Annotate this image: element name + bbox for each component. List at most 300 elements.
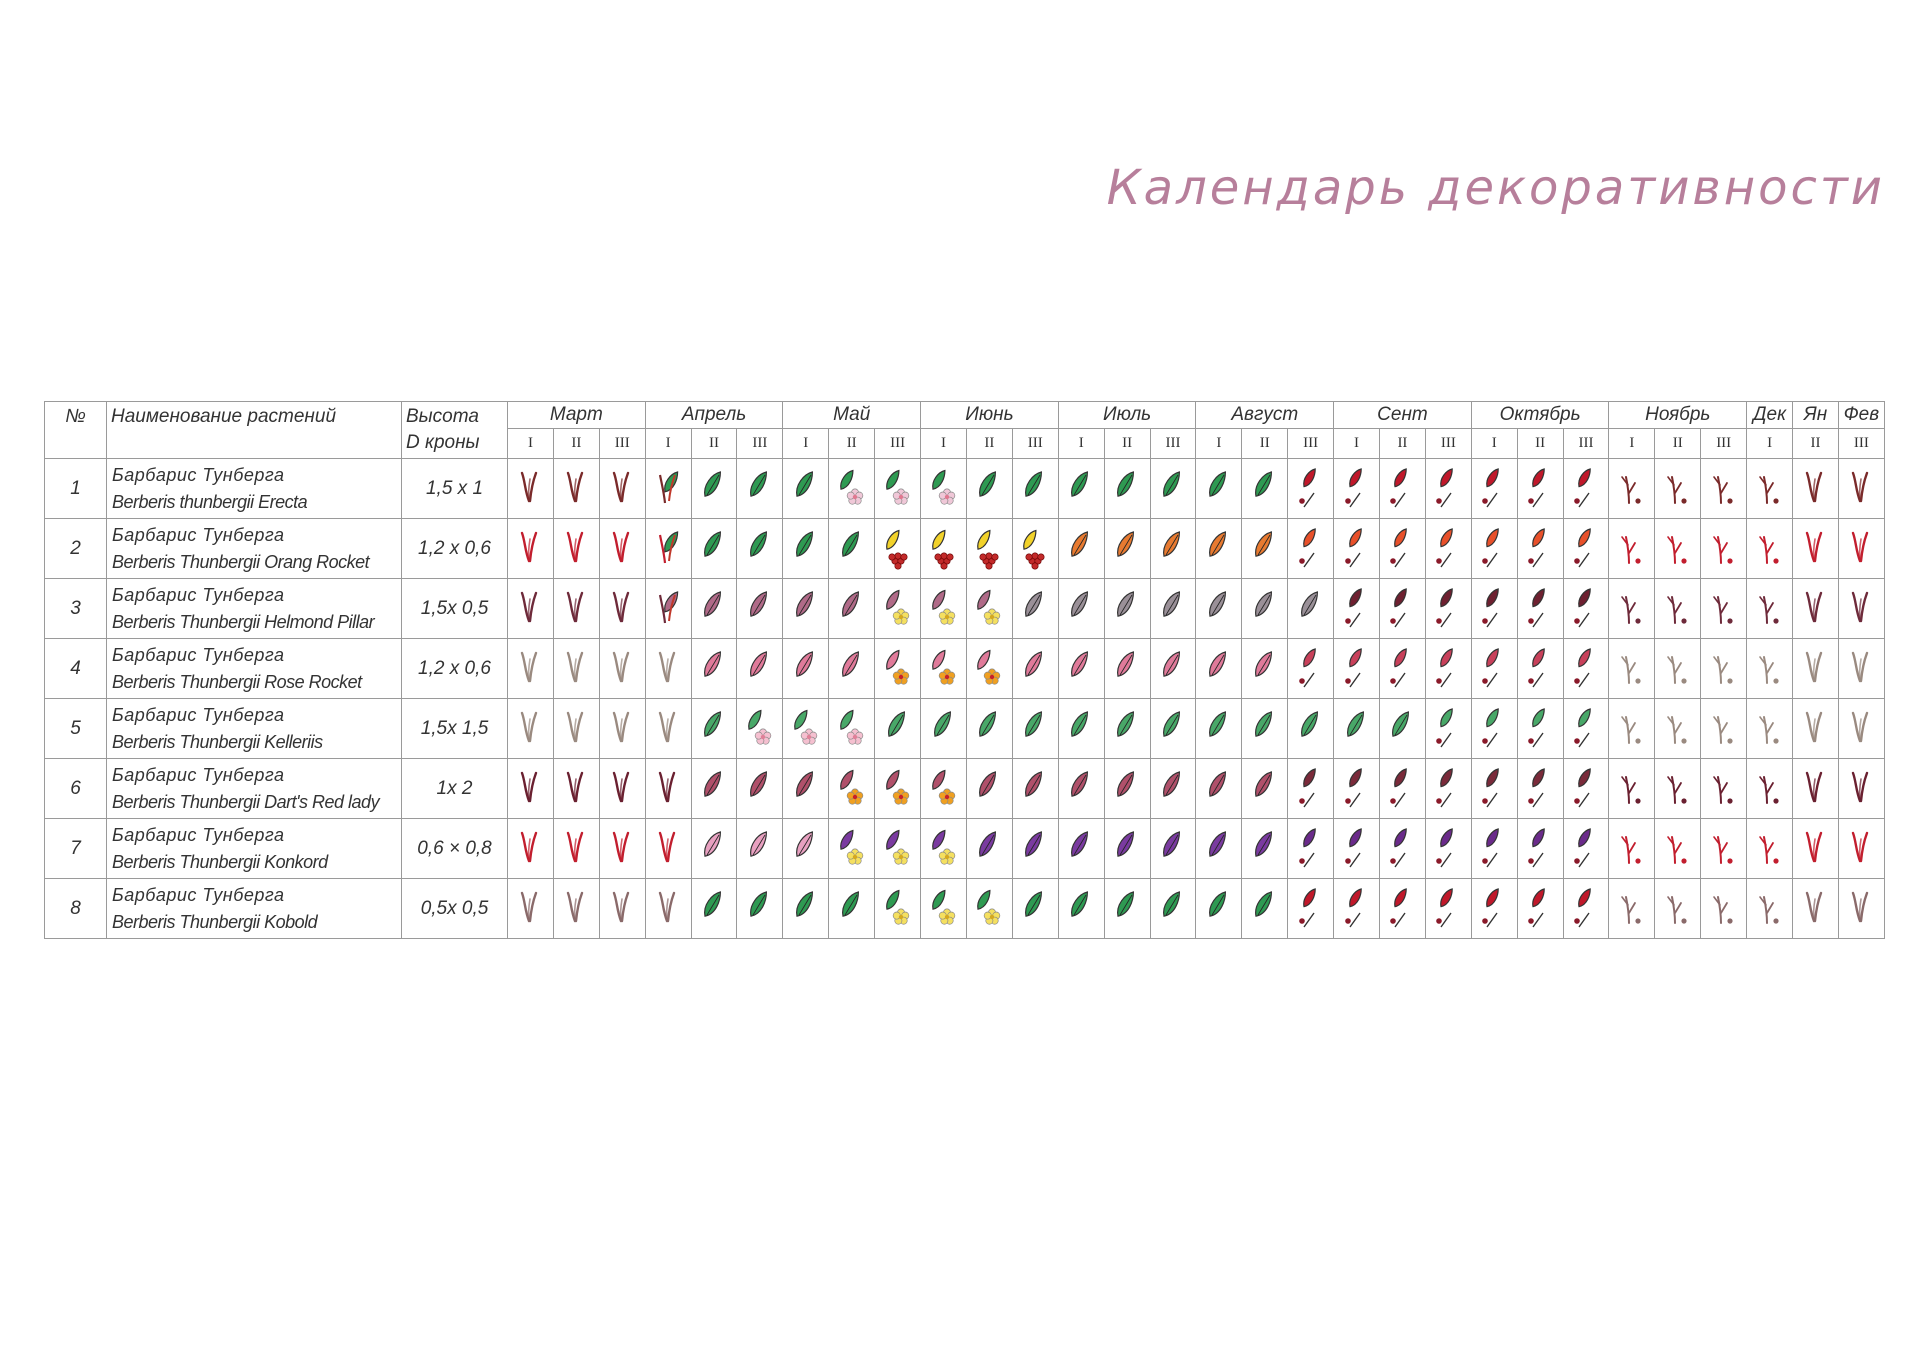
plant-name [107,459,402,519]
phase-cell-leaf [875,699,921,759]
phase-cell-autumnberry [1334,879,1380,939]
twig-icon [1615,887,1649,931]
autumnberry-icon [1477,527,1511,571]
phase-cell-twig [1747,519,1793,579]
phase-cell-leaf [1012,459,1058,519]
decade-header: I [1471,429,1517,459]
plant-name [107,639,402,699]
phase-cell-orange [1242,519,1288,579]
phase-cell-leaf [1012,819,1058,879]
phase-cell-leaf [966,759,1012,819]
phase-cell-bare [508,879,554,939]
decade-header: II [1793,429,1839,459]
phase-cell-leaf [1104,879,1150,939]
phase-cell-leaf [1150,879,1196,939]
leaf-icon [789,527,823,571]
leafflower-icon [972,647,1006,691]
autumnberry-icon [1294,527,1328,571]
leafberry-icon [927,527,961,571]
phase-cell-leaf [783,519,829,579]
phase-cell-bare [1838,699,1884,759]
twig-icon [1661,527,1695,571]
phase-cell-twig [1655,879,1701,939]
bare-icon [605,887,639,931]
phase-cell-grey [1058,579,1104,639]
leaf-icon [1385,707,1419,751]
phase-cell-twig [1747,699,1793,759]
plant-rows [45,459,1885,939]
month-header: Сент [1334,402,1472,429]
phase-cell-pink [691,819,737,879]
autumnberry-icon [1294,467,1328,511]
plant-row [45,879,1885,939]
phase-cell-autumnberry [1425,879,1471,939]
decade-header: III [1150,429,1196,459]
phase-cell-bare [1838,639,1884,699]
twig-icon [1753,707,1787,751]
phase-cell-autumnberry [1471,519,1517,579]
leaf-icon [1018,827,1052,871]
leaf-icon [835,587,869,631]
bare-icon [605,647,639,691]
leaf-icon [789,587,823,631]
phase-cell-autumnberry [1563,519,1609,579]
pink-icon [743,827,777,871]
bare-icon [513,827,547,871]
autumnberry-icon [1340,587,1374,631]
phase-cell-twig [1747,459,1793,519]
phase-cell-autumnberry [1471,819,1517,879]
twig-icon [1753,887,1787,931]
autumnberry-icon [1385,887,1419,931]
leafflower-icon [789,707,823,751]
leaf-icon [697,467,731,511]
leaf-icon [927,707,961,751]
leaf-icon [1340,707,1374,751]
month-header: Ноябрь [1609,402,1747,429]
phase-cell-twig [1655,579,1701,639]
autumnberry-icon [1477,467,1511,511]
phase-cell-orange [1150,519,1196,579]
leaf-icon [1156,887,1190,931]
phase-cell-autumnberry [1517,639,1563,699]
leaf-icon [1018,647,1052,691]
orange-icon [1248,527,1282,571]
phase-cell-leaf [737,879,783,939]
leafflower-icon [927,767,961,811]
name-header: Наименование растений [107,402,402,459]
bare-icon [651,707,685,751]
bare-icon [605,767,639,811]
phase-cell-leafberry [1012,519,1058,579]
phase-cell-twig [1609,459,1655,519]
bare-icon [1844,527,1878,571]
plant-size: 1,5х 0,5 [402,579,508,639]
autumnberry-icon [1385,827,1419,871]
phase-cell-autumnberry [1563,639,1609,699]
autumnberry-icon [1340,647,1374,691]
twig-icon [1661,647,1695,691]
autumnberry-icon [1431,527,1465,571]
decade-header: III [737,429,783,459]
month-header: Август [1196,402,1334,429]
phase-cell-leafflower [783,699,829,759]
phase-cell-bare [1793,519,1839,579]
bare-icon [513,887,547,931]
decade-header: I [1747,429,1793,459]
leaf-icon [1064,707,1098,751]
bud-icon [651,467,685,511]
autumnberry-icon [1431,827,1465,871]
orange-icon [1110,527,1144,571]
decade-header: II [829,429,875,459]
phase-cell-twig [1609,819,1655,879]
decade-header: III [875,429,921,459]
phase-cell-bare [645,759,691,819]
month-header: Ян [1793,402,1839,429]
plant-name [107,579,402,639]
phase-cell-leaf [966,459,1012,519]
leafflower-icon [835,827,869,871]
phase-cell-autumnberry [1288,759,1334,819]
plant-name-ru: Барбарис Тунберга [112,824,285,845]
autumnberry-icon [1569,647,1603,691]
plant-name-latin: Berberis Thunbergii Rose Rocket [112,671,362,692]
phase-cell-bare [553,699,599,759]
twig-icon [1707,707,1741,751]
phase-cell-bud [645,519,691,579]
phase-cell-leaf [1150,819,1196,879]
phase-cell-bare [1838,459,1884,519]
autumnberry-icon [1569,587,1603,631]
phase-cell-autumnberry [1471,879,1517,939]
phase-cell-leaf [783,879,829,939]
phase-cell-leafflower [829,699,875,759]
plant-name-ru: Барбарис Тунберга [112,644,285,665]
month-header: Апрель [645,402,783,429]
phase-cell-leaf [1150,759,1196,819]
decade-header: II [1517,429,1563,459]
leaf-icon [697,707,731,751]
leaf-icon [697,887,731,931]
phase-cell-bare [1838,759,1884,819]
leafflower-icon [743,707,777,751]
plant-name-ru: Барбарис Тунберга [112,764,285,785]
leaf-icon [1156,767,1190,811]
leaf-icon [972,707,1006,751]
leaf-icon [1202,827,1236,871]
autumnberry-icon [1294,767,1328,811]
phase-cell-leaf [829,519,875,579]
phase-cell-twig [1701,519,1747,579]
phase-cell-autumnberry [1334,519,1380,579]
leafberry-icon [972,527,1006,571]
phase-cell-leaf [1104,639,1150,699]
leaf-icon [743,647,777,691]
phase-cell-bare [508,699,554,759]
bare-icon [559,767,593,811]
phase-cell-twig [1747,879,1793,939]
phase-cell-bare [1793,879,1839,939]
phase-cell-orange [1058,519,1104,579]
autumnberry-icon [1523,707,1557,751]
phase-cell-orange [1196,519,1242,579]
phase-cell-twig [1747,579,1793,639]
phase-cell-autumnberry [1380,519,1426,579]
phase-cell-twig [1655,519,1701,579]
plant-row [45,579,1885,639]
phase-cell-leafberry [966,519,1012,579]
phase-cell-orange [1104,519,1150,579]
phase-cell-leafberry [875,519,921,579]
leafberry-icon [881,527,915,571]
leaf-icon [881,707,915,751]
bare-icon [513,587,547,631]
phase-cell-leaf [966,819,1012,879]
phase-cell-autumnberry [1563,759,1609,819]
leaf-icon [1110,707,1144,751]
autumnberry-icon [1340,767,1374,811]
phase-cell-leaf [1196,879,1242,939]
phase-cell-leaf [1012,639,1058,699]
phase-cell-twig [1701,699,1747,759]
twig-icon [1661,827,1695,871]
bare-icon [605,587,639,631]
phase-cell-bare [599,639,645,699]
bare-icon [559,707,593,751]
plant-size: 1,2 х 0,6 [402,519,508,579]
autumnberry-icon [1569,887,1603,931]
phase-cell-twig [1701,579,1747,639]
autumnberry-icon [1385,647,1419,691]
plant-row [45,699,1885,759]
twig-icon [1661,707,1695,751]
phase-cell-bare [1838,819,1884,879]
twig-icon [1753,467,1787,511]
twig-icon [1615,527,1649,571]
leaf-icon [789,767,823,811]
phase-cell-bare [599,459,645,519]
phase-cell-leaf [691,519,737,579]
phase-cell-leaf [1242,819,1288,879]
phase-cell-leafflower [875,879,921,939]
leaf-icon [743,887,777,931]
twig-icon [1661,467,1695,511]
autumnberry-icon [1477,767,1511,811]
phase-cell-grey [1288,579,1334,639]
twig-icon [1615,767,1649,811]
bare-icon [559,587,593,631]
autumnberry-icon [1340,527,1374,571]
plant-number: 3 [45,579,107,639]
phase-cell-leaf [1012,759,1058,819]
phase-cell-autumnberry [1425,579,1471,639]
phase-cell-leaf [783,639,829,699]
autumnberry-icon [1569,707,1603,751]
phase-cell-leaf [737,639,783,699]
bare-icon [513,467,547,511]
phase-cell-autumnberry [1380,819,1426,879]
leaf-icon [1110,467,1144,511]
autumnberry-icon [1340,827,1374,871]
decade-header: I [1196,429,1242,459]
phase-cell-grey [1196,579,1242,639]
phase-cell-autumnberry [1288,639,1334,699]
grey-icon [1018,587,1052,631]
autumnberry-icon [1431,767,1465,811]
bare-icon [1844,887,1878,931]
height-header [402,402,508,459]
decade-header: II [1242,429,1288,459]
phase-cell-leaf [783,459,829,519]
leaf-icon [789,647,823,691]
bare-icon [605,467,639,511]
month-header: Октябрь [1471,402,1609,429]
phase-cell-bare [599,759,645,819]
phase-cell-bare [508,579,554,639]
bare-icon [1798,707,1832,751]
phase-cell-leaf [829,879,875,939]
autumnberry-icon [1523,467,1557,511]
phase-cell-bare [1793,639,1839,699]
autumnberry-icon [1340,887,1374,931]
decade-header: I [508,429,554,459]
plant-name [107,759,402,819]
plant-name-latin: Berberis Thunbergii Dart's Red lady [112,791,380,812]
pink-icon [697,827,731,871]
month-header: Июнь [921,402,1059,429]
leaf-icon [1248,467,1282,511]
phase-cell-bare [553,459,599,519]
bare-icon [605,527,639,571]
month-header: Дек [1747,402,1793,429]
bare-icon [1798,467,1832,511]
phase-cell-bare [1793,459,1839,519]
twig-icon [1753,767,1787,811]
twig-icon [1661,767,1695,811]
phase-cell-leaf [691,759,737,819]
phase-cell-leaf [691,459,737,519]
plant-number: 8 [45,879,107,939]
phase-cell-twig [1655,459,1701,519]
plant-number: 4 [45,639,107,699]
decade-header: I [1334,429,1380,459]
phase-cell-autumnberry [1471,459,1517,519]
phase-cell-leafflower [921,759,967,819]
phase-cell-leaf [1242,759,1288,819]
phase-cell-autumnberry [1288,519,1334,579]
leaf-icon [1248,887,1282,931]
leaf-icon [697,647,731,691]
phase-cell-leaf [921,699,967,759]
phase-cell-leaf [1104,459,1150,519]
twig-icon [1615,467,1649,511]
phase-cell-autumnberry [1425,699,1471,759]
leaf-icon [1064,467,1098,511]
bare-icon [513,707,547,751]
grey-icon [1202,587,1236,631]
plant-name-ru: Барбарис Тунберга [112,884,285,905]
bare-icon [651,767,685,811]
phase-cell-autumnberry [1380,579,1426,639]
phase-cell-bare [599,879,645,939]
phase-cell-leaf [1150,639,1196,699]
phase-cell-autumnberry [1334,459,1380,519]
phase-cell-twig [1609,699,1655,759]
phase-cell-bare [553,639,599,699]
phase-cell-leaf [1058,459,1104,519]
phase-cell-leafflower [875,579,921,639]
phase-cell-twig [1747,759,1793,819]
phase-cell-leaf [829,579,875,639]
phase-cell-bare [599,699,645,759]
phase-cell-bare [553,579,599,639]
phase-cell-bare [1793,759,1839,819]
leafflower-icon [927,647,961,691]
leaf-icon [1018,887,1052,931]
decorativeness-calendar-table [44,401,1885,939]
twig-icon [1707,887,1741,931]
plant-row [45,519,1885,579]
phase-cell-autumnberry [1563,879,1609,939]
leaf-icon [1202,767,1236,811]
leaf-icon [1248,707,1282,751]
leaf-icon [1110,767,1144,811]
number-header: № [45,402,107,459]
phase-cell-twig [1747,639,1793,699]
plant-number: 7 [45,819,107,879]
twig-icon [1753,827,1787,871]
phase-cell-twig [1609,579,1655,639]
plant-row [45,459,1885,519]
phase-cell-leaf [829,639,875,699]
month-header: Март [508,402,646,429]
phase-cell-autumnberry [1471,639,1517,699]
leaf-icon [972,827,1006,871]
phase-cell-leaf [737,519,783,579]
phase-cell-grey [1242,579,1288,639]
phase-cell-twig [1609,879,1655,939]
decade-header: III [1012,429,1058,459]
twig-icon [1753,587,1787,631]
phase-cell-leaf [1058,879,1104,939]
leaf-icon [1294,707,1328,751]
phase-cell-leafberry [921,519,967,579]
phase-cell-bare [645,639,691,699]
phase-cell-autumnberry [1517,579,1563,639]
decade-header: I [921,429,967,459]
phase-cell-leaf [1380,699,1426,759]
leaf-icon [1018,707,1052,751]
phase-cell-autumnberry [1425,759,1471,819]
bare-icon [559,467,593,511]
twig-icon [1707,647,1741,691]
twig-icon [1707,827,1741,871]
bare-icon [1798,527,1832,571]
phase-cell-autumnberry [1563,699,1609,759]
autumnberry-icon [1477,647,1511,691]
decade-header: III [599,429,645,459]
twig-icon [1707,527,1741,571]
phase-cell-autumnberry [1471,759,1517,819]
leafflower-icon [881,887,915,931]
phase-cell-autumnberry [1334,759,1380,819]
phase-cell-twig [1655,639,1701,699]
phase-cell-bare [553,819,599,879]
autumnberry-icon [1569,767,1603,811]
phase-cell-leafflower [875,819,921,879]
phase-cell-leafflower [875,759,921,819]
